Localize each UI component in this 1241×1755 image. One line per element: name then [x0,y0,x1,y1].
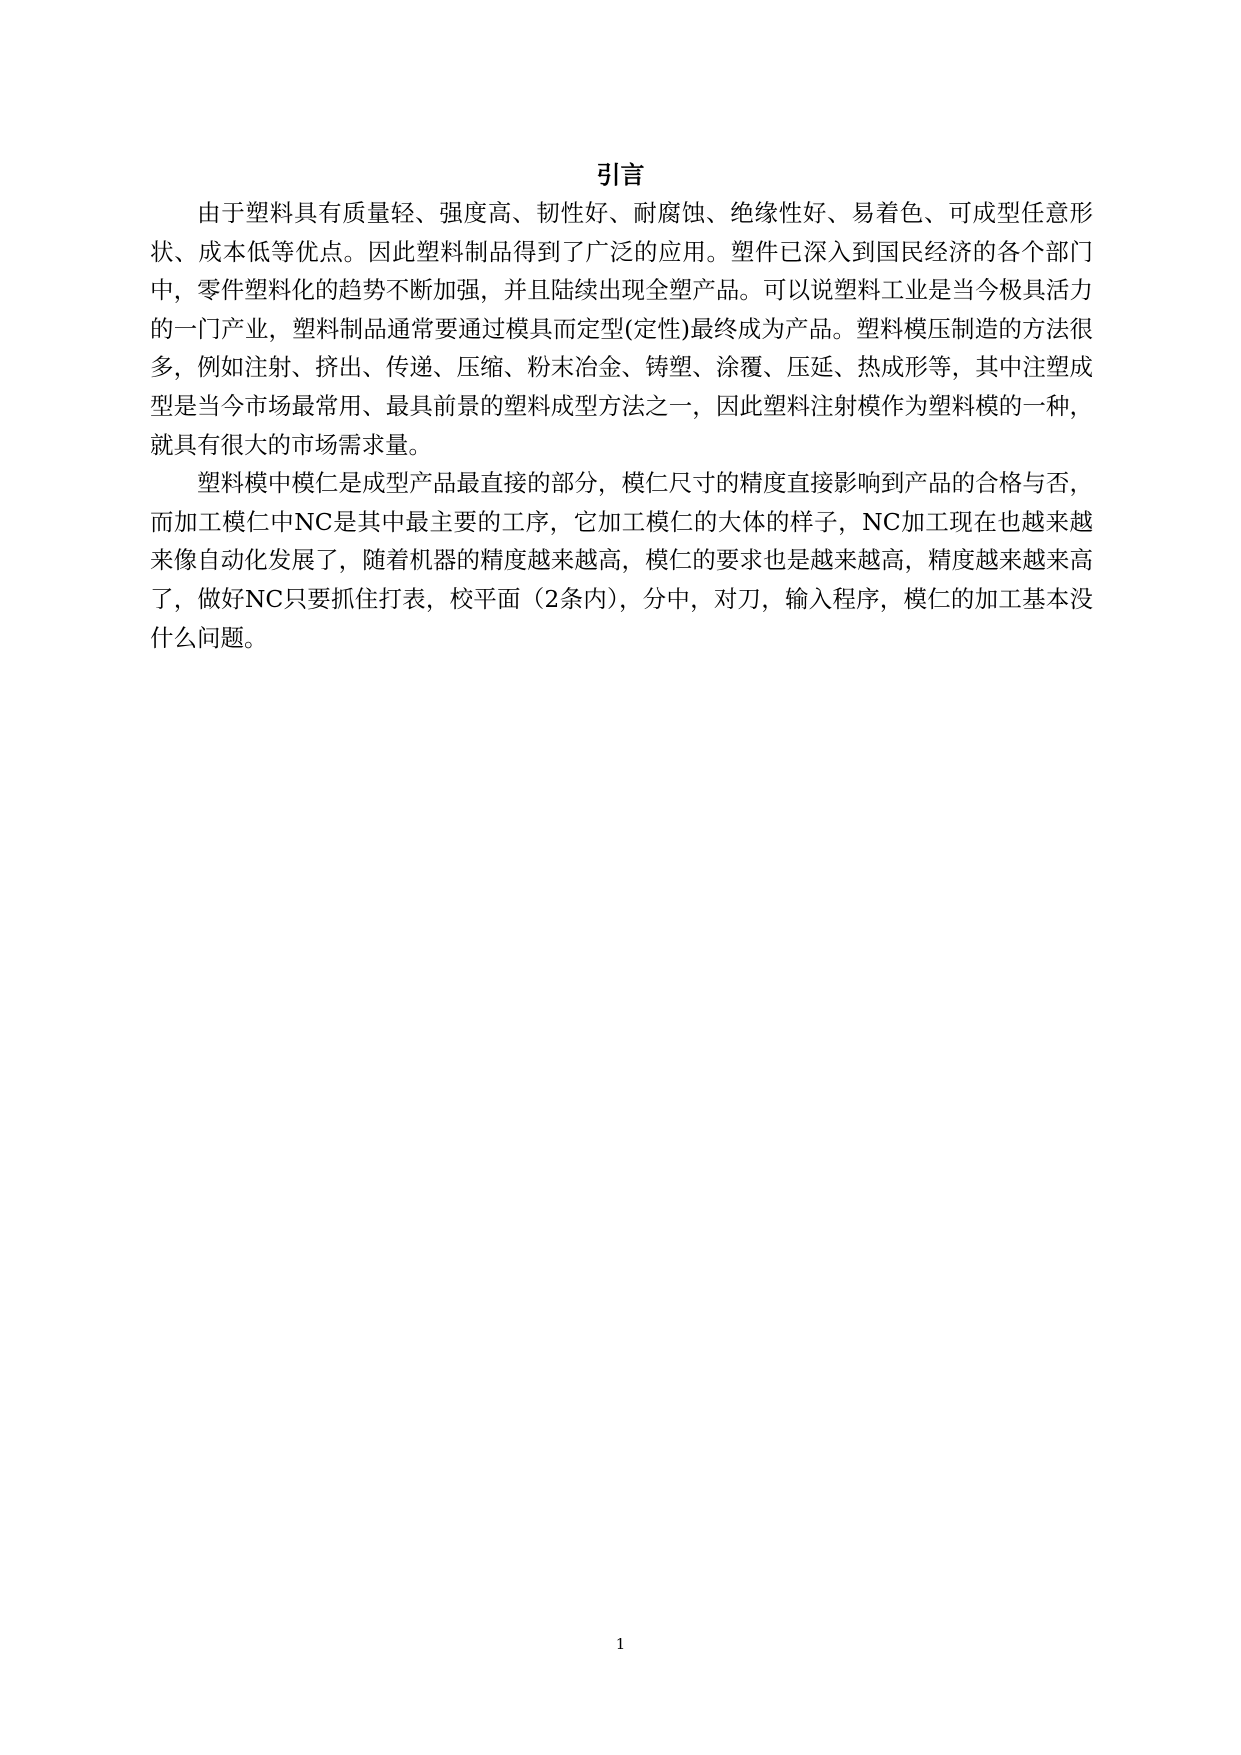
page-number: 1 [615,1635,626,1653]
page-title: 引言 [596,161,645,189]
paragraph: 由于塑料具有质量轻、强度高、韧性好、耐腐蚀、绝缘性好、易着色、可成型任意形状、成本低等优点。因此塑料制品得到了广泛的应用。塑件已深入到国民经济的各个部门中，零件塑料化的趋势不断加强，并且陆续出现全塑产品。可以说塑料工业是当今极具活力的一门产业，塑料制品通常要通过模具而定型(定性)最终成为产品。塑料模压制造的方法很多，例如注射、挤出、传递、压缩、粉末冶金、铸塑、涂覆、压延、热成形等，其中注塑成型是当今市场最常用、最具前景的塑料成型方法之一，因此塑料注射模作为塑料模的一种，就具有很大的市场需求量。 [150,199,1093,459]
paragraph: 塑料模中模仁是成型产品最直接的部分，模仁尺寸的精度直接影响到产品的合格与否，而加工模仁中NC是其中最主要的工序，它加工模仁的大体的样子，NC加工现在也越来越来像自动化发展了，随着机器的精度越来越高，模仁的要求也是越来越高，精度越来越来高了，做好NC只要抓住打表，校平面（2条内），分中，对刀，输入程序，模仁的加工基本没什么问题。 [150,469,1093,652]
body-text [150,194,1093,657]
